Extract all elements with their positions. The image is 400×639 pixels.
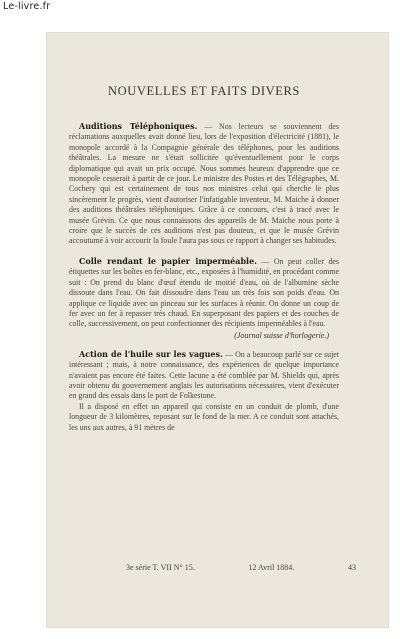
article-paragraph (69, 256, 339, 330)
article-telephonic-auditions (69, 121, 339, 247)
article-text: — On a beaucoup parlé sur ce sujet intéressant ; mais, à notre connaissance, des expériences de quelque importance n'avaient pas encore été faites. Cette lacune a été comblée par M. Shields qui, après avoir obtenu du gouvernement anglais les autorisations nécessaires, vient d'exécuter en grand des essais dans le port de Folkestone. (69, 349, 339, 401)
article-source: (Journal suisse d'horlogerie.) (234, 330, 329, 340)
article-title: Action de l'huile sur les vagues. (79, 348, 223, 359)
source-watermark: Le-livre.fr (3, 1, 51, 12)
page-content (69, 84, 339, 442)
scanned-page (46, 32, 389, 628)
article-title: Colle rendant le papier imperméable. (79, 255, 257, 266)
article-text: — Nos lecteurs se souviennent des réclamations auxquelles avait donné lieu, lors de l'exposition d'électricité (1881), le monopole accordé à la Compagnie générale des téléphones, pour les auditions théâtrales. La mesure ne s'était sollicitée qu'éventuellement pour le corps diplomatique qui avait un prix occupé. Nous sommes heureux d'apprendre que ce monopole cesserait à partir de ce jour. Le ministre des Postes et des Télégraphes, M. Cochery qui est certainement de tous nos ministres celui qui cherche le plus sincèrement le progrès, vient d'autoriser l'infatigable inventeur, M. Maiche à donner des auditions théâtrales téléphoniques. Grâce à ce concours, c'est à tracé avec le musée Grévin. Ce que nous connaissons des appareils de M. Maiche nous porte à croire que le succès de ces auditions n'est pas douteux, et que le musée Grévin accoutumé à voir accourir la foule l'aura pas sous ce rapport à changer ses habitudes. (69, 122, 340, 246)
footer-page-number: 43 (347, 563, 356, 572)
footer-date: 12 Avril 1884. (248, 563, 295, 572)
article-paragraph (69, 349, 339, 402)
article-waterproof-glue (69, 256, 339, 340)
article-oil-on-waves (69, 349, 339, 433)
article-title: Auditions Téléphoniques. (79, 121, 198, 131)
page-heading: NOUVELLES ET FAITS DIVERS (108, 84, 300, 98)
page-footer (126, 563, 356, 572)
footer-series: 3e série T. VII N° 15. (126, 563, 195, 572)
article-paragraph (69, 121, 339, 247)
article-text: — On peut coller des étiquettes sur les boîtes en fer-blanc, etc., exposées à l'humidité, en procédant comme suit : On prend du blanc d'œuf étendu de moitié d'eau, où de l'albumine sèche dissoute dans l'eau. On fait dissoudre dans l'eau un très fois son poids d'eau. On applique ce liquide avec un pinceau sur les surfaces à réunir. On donne un coup de fer avec un fer à repasser très chaud. En superposant des papiers et des couches de colle, successivement, on peut confectionner des récipients imperméables à l'eau. (69, 256, 339, 329)
article-paragraph: Il a disposé en effet un appareil qui consiste en un conduit de plomb, d'une longueur de 3 kilomètres, reposant sur le fond de la mer. A ce conduit sont attachés, les uns aux autres, à 91 mètres de (69, 401, 339, 432)
